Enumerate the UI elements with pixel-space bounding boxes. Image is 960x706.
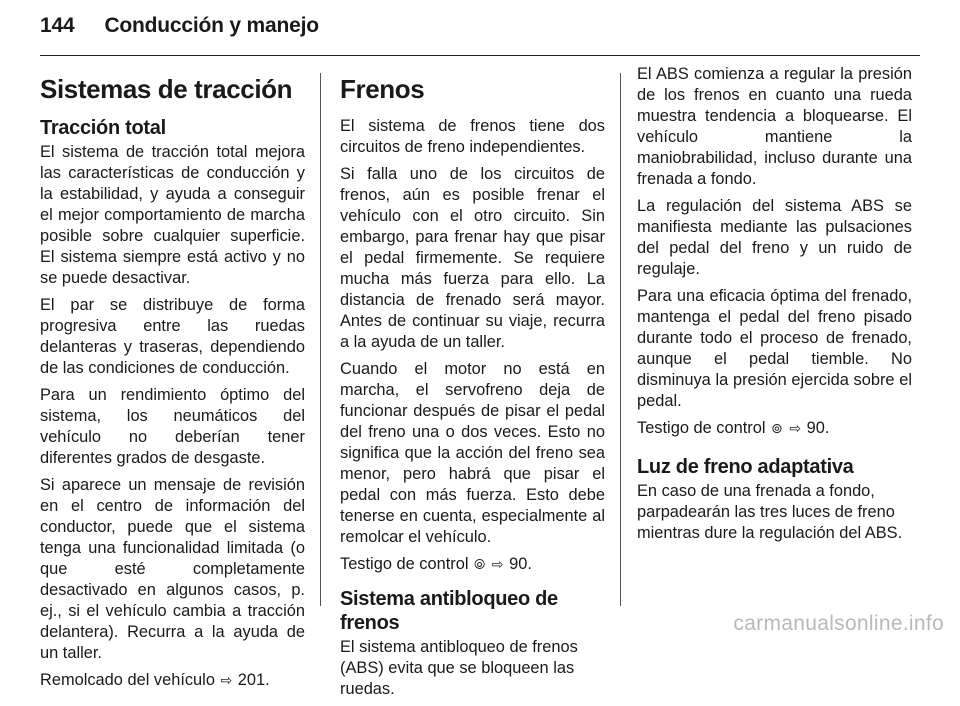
subtitle-all-wheel-drive: Tracción total — [40, 117, 166, 139]
paragraph: El ABS comienza a regular la presión de los frenos en cuanto una rueda muestra tendencia a bloquearse. El vehículo mantiene la maniobrabilidad, incluso durante una frenada a fondo. — [637, 65, 912, 188]
paragraph: Si aparece un mensaje de revisión en el centro de información del conductor, puede que el sistema tenga una funcionalidad limitada (o que esté completamente desactivado en algunos casos, p. ej., si el vehículo cambia a tracción delantera). Recurra a la ayuda de un taller. — [40, 476, 305, 662]
control-reference-text: Testigo de control — [340, 555, 469, 573]
section-title-traction: Sistemas de tracción — [40, 74, 293, 104]
paragraph: En caso de una frenada a fondo, parpadearán las tres luces de freno mientras dure la regulación del ABS. — [637, 482, 903, 542]
watermark: carmanualsonline.info — [733, 612, 944, 635]
page-header — [40, 14, 319, 44]
paragraph: El sistema antibloqueo de frenos (ABS) evita que se bloqueen las ruedas. — [340, 638, 578, 698]
column-brakes — [340, 64, 605, 706]
paragraph: El sistema de tracción total mejora las características de conducción y la estabilidad, y ayuda a conseguir el mejor comportamiento de marcha posible sobre cualquier superficie. El sistema siempre está activo y no se puede desactivar. — [40, 143, 305, 287]
control-reference-page[interactable]: 90. — [806, 419, 830, 437]
abs-control-reference — [637, 418, 912, 439]
header-rule — [40, 55, 920, 56]
column-divider — [320, 73, 321, 606]
paragraph: La regulación del sistema ABS se manifiesta mediante las pulsaciones del pedal del freno y un ruido de regulaje. — [637, 197, 912, 278]
chapter-title: Conducción y manejo — [104, 14, 319, 37]
page-reference-arrow-icon[interactable]: ⇨ — [220, 672, 233, 688]
paragraph: El par se distribuye de forma progresiva entre las ruedas delanteras y traseras, dependiendo de las condiciones de conducción. — [40, 296, 305, 377]
towing-reference-page[interactable]: 201. — [237, 671, 270, 689]
towing-reference-text: Remolcado del vehículo — [40, 671, 215, 689]
page-number: 144 — [40, 14, 75, 37]
paragraph: Cuando el motor no está en marcha, el servofreno deja de funcionar después de pisar el pedal del freno una o dos veces. Esto no significa que la acción del freno sea menor, pero habrá que pisar el pedal con más fuerza. Esto debe tenerse en cuenta, especialmente al remolcar el vehículo. — [340, 360, 605, 546]
column-traction — [40, 64, 305, 697]
column-abs — [637, 64, 912, 550]
paragraph: El sistema de frenos tiene dos circuitos de freno independientes. — [340, 117, 605, 156]
page-reference-arrow-icon[interactable]: ⇨ — [789, 420, 802, 436]
towing-reference — [40, 670, 305, 691]
abs-warning-icon: ⊚ — [771, 420, 783, 436]
column-divider — [620, 73, 621, 606]
paragraph: Para un rendimiento óptimo del sistema, los neumáticos del vehículo no deberían tener diferentes grados de desgaste. — [40, 386, 305, 467]
paragraph: Si falla uno de los circuitos de frenos, aún es posible frenar el vehículo con el otro circuito. Sin embargo, para frenar hay que pisar el pedal firmemente. Se requiere mucha más fuerza para ello. La distancia de frenado será mayor. Antes de continuar su viaje, recurra a la ayuda de un taller. — [340, 165, 605, 351]
subtitle-adaptive-brake-light: Luz de freno adaptativa — [637, 456, 854, 478]
subtitle-abs: Sistema antibloqueo de frenos — [340, 588, 558, 634]
paragraph: Para una eficacia óptima del frenado, mantenga el pedal del freno pisado durante todo el proceso de frenado, aunque el pedal tiemble. No disminuya la presión ejercida sobre el pedal. — [637, 287, 912, 410]
section-title-brakes: Frenos — [340, 74, 425, 104]
brake-control-reference — [340, 554, 605, 575]
control-reference-page[interactable]: 90. — [509, 555, 532, 573]
page-reference-arrow-icon[interactable]: ⇨ — [491, 556, 504, 572]
control-reference-text: Testigo de control — [637, 419, 766, 437]
brake-warning-icon: ⦾ — [474, 556, 486, 572]
